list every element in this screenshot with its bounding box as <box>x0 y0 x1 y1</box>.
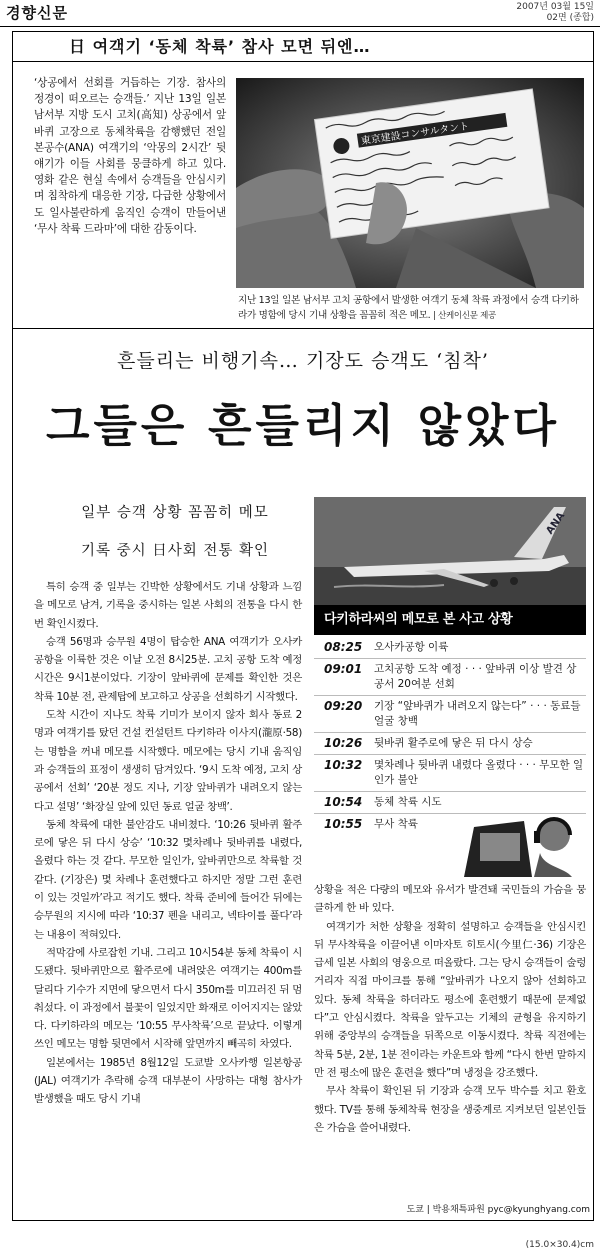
top-rule <box>0 26 600 27</box>
body-column-1 <box>34 578 302 1109</box>
timeline-graphic <box>314 497 586 877</box>
timeline-time: 09:20 <box>324 699 363 713</box>
body-paragraph: 상황을 적은 다량의 메모와 유서가 발견돼 국민들의 가슴을 뭉클하게 한 바 있다. <box>314 884 586 915</box>
deck-line-2: 기록 중시 日사회 전통 확인 <box>80 543 269 559</box>
photo-caption-text: 지난 13일 일본 남서부 고치 공항에서 발생한 여객기 동체 착륙 과정에서 승객 다키하라가 명함에 당시 기내 상황을 꼼꼼히 적은 메모. <box>238 295 579 321</box>
top-title: 日 여객기 ‘동체 착륙’ 참사 모면 뒤엔… <box>13 32 593 62</box>
intro-paragraph: ‘상공에서 선회를 거듭하는 기장. 참사의 정경이 떠오르는 승객들.’ 지난 13일 일본 남서부 지방 도시 고치(高知) 상공에서 앞바퀴 고장으로 동체착륙을 감행했던 전일본공수(ANA) 여객기의 ‘악몽의 2시간’ 뒷얘기가 이들 사회를 뭉클하게 하고 있다. 영화 같은 현실 속에서 승객들을 안심시키며 침착하게 대응한 기장, 다급한 상황에서도 일사불란하게 움직인 승객이 만들어낸 ‘무사 착륙 드라마’에 대한 감동이다. <box>34 77 226 235</box>
article-size: (15.0×30.4)cm <box>525 1240 594 1250</box>
body-paragraph: 동체 착륙에 대한 불안감도 내비쳤다. ‘10:26 뒷바퀴 활주로에 닿은 뒤 다시 상승’ ‘10:32 몇차례나 뒷바퀴를 내렸다, 올렸다 하는 것 같다. 무모한 일인가, 앞바퀴만으로 착륙할 것 같다. (기장은) 몇 차례나 훈련했다고 하지만 정말 그런 훈련이 있는 것일까’라고 적기도 했다. 착륙 준비에 들어간 뒤에는 승무원의 지시에 따라 ‘10:37 펜을 내리고, 넥타이를 풀다’라는 내용이 적혀있다. <box>34 818 302 941</box>
timeline-desc: 기장 “앞바퀴가 내려오지 않는다” · · · 동료들 얼굴 창백 <box>374 700 581 727</box>
timeline-title: 다키하라씨의 메모로 본 사고 상황 <box>314 605 586 635</box>
timeline-item <box>314 755 586 792</box>
deck <box>50 494 300 570</box>
timeline-time: 10:26 <box>324 736 363 750</box>
masthead-paper-name: 경향신문 <box>6 4 68 22</box>
issue-date: 2007년 03월 15일 <box>516 2 594 12</box>
body-paragraph: 도착 시간이 지나도 착륙 기미가 보이지 않자 회사 동료 2명과 여객기를 탔던 건설 컨설턴트 다키하라 이사지(瀧原·58)는 명함을 꺼내 메모를 시작했다. 메모에는 당시 기내 움직임과 승객들의 표정이 생생히 담겨있다. ‘9시 도착 예정, 고치 상공에서 선회’ ‘20분 정도 지나, 기장 앞바퀴가 내려오지 않는다고 설명’ ‘화장실 앞에 있던 동료 얼굴 창백’. <box>34 709 302 813</box>
headline: 그들은 흔들리지 않았다 <box>45 399 561 452</box>
timeline-time: 10:55 <box>324 817 363 831</box>
masthead-date <box>516 2 594 24</box>
timeline-item <box>314 637 586 659</box>
timeline-desc: 뒷바퀴 활주로에 닿은 뒤 다시 상승 <box>374 737 533 749</box>
body-paragraph: 승객 56명과 승무원 4명이 탑승한 ANA 여객기가 오사카 공항을 이륙한 것은 이날 오전 8시25분. 고치 공항 도착 예정 시간은 9시1분이었다. 기장이 앞바퀴에 문제를 확인한 것은 착륙 10분 전, 관제탑에 보고하고 상공을 선회하기 시작했다. <box>34 635 302 703</box>
body-paragraph: 무사 착륙이 확인된 뒤 기장과 승객 모두 박수를 치고 환호했다. TV를 통해 동체착륙 현장을 생중계로 지켜보던 일본인들은 가슴을 쓸어내렸다. <box>314 1085 586 1134</box>
timeline-time: 10:54 <box>324 795 363 809</box>
timeline-item <box>314 733 586 755</box>
timeline-desc: 오사카공항 이륙 <box>374 641 449 653</box>
timeline-item <box>314 659 586 696</box>
byline: 도쿄 | 박용채특파원 pyc@kyunghyang.com <box>406 1205 590 1215</box>
subheadline: 흔들리는 비행기속… 기장도 승객도 ‘침착’ <box>117 350 489 372</box>
timeline-desc: 동체 착륙 시도 <box>374 796 442 808</box>
plane-photo <box>314 497 586 605</box>
section-divider <box>13 328 593 329</box>
timeline-desc: 고치공항 도착 예정 · · · 앞바퀴 이상 발견 상공서 20여분 선회 <box>374 663 577 690</box>
timeline-item <box>314 696 586 733</box>
body-paragraph: 특히 승객 중 일부는 긴박한 상황에서도 기내 상황과 느낌을 메모로 남겨, 기록을 중시하는 일본 사회의 전통을 다시 한번 확인시켰다. <box>34 581 302 630</box>
photo-caption <box>238 293 582 324</box>
timeline-desc: 몇차례나 뒷바퀴 내렸다 올렸다 · · · 무모한 일인가 불안 <box>374 759 584 786</box>
body-column-2 <box>314 881 586 1137</box>
timeline-time: 10:32 <box>324 758 363 772</box>
body-paragraph: 일본에서는 1985년 8월12일 도쿄발 오사카행 일본항공(JAL) 여객기가 추락해 승객 대부분이 사망하는 대형 참사가 발생했을 때도 당시 기내 <box>34 1056 302 1106</box>
page-number: 02면 (종합) <box>546 13 594 23</box>
timeline-desc: 무사 착륙 <box>374 818 418 830</box>
timeline-time: 08:25 <box>324 640 363 654</box>
card-brand: 東京建設コンサルタント <box>360 121 470 148</box>
timeline-time: 09:01 <box>324 662 363 676</box>
body-paragraph: 적막감에 사로잡힌 기내. 그리고 10시54분 동체 착륙이 시도됐다. 뒷바퀴만으로 활주로에 내려앉은 여객기는 400m를 달리다 기수가 지면에 닿으면서 다시 350m를 미끄러진 뒤 멈춰섰다. 이 과정에서 불꽃이 일었지만 화재로 이어지지는 않았다. 다키하라의 메모는 ‘10:55 무사착륙’으로 끝났다. 이렇게 쓰인 메모는 명함 뒷면에서 시작해 앞면까지 빼곡히 차였다. <box>34 946 302 1051</box>
body-paragraph: 여객기가 처한 상황을 정확히 설명하고 승객들을 안심시킨 뒤 무사착륙을 이끌어낸 이마자토 히토시(今里仁·36) 기장은 급세 일본 사회의 영웅으로 떠올랐다. 그는 당시 승객들이 술렁거리자 직접 마이크를 통해 “앞바퀴가 나오지 않아 선회하고 있다. 동체 착륙을 하더라도 평소에 훈련했기 때문에 문제없다”고 안심시켰다. 착륙을 앞두고는 기체의 균형을 유지하기 위해 중앙부의 승객들을 뒤쪽으로 이동시켰다. 착륙 직전에는 착륙 5분, 2분, 1분 전이라는 카운트와 함께 “다시 한번 말하지만 전 평소에 많은 훈련을 했다”며 냉정을 강조했다. <box>314 920 586 1079</box>
plane-tail-label: ANA <box>544 510 568 537</box>
pilot-headset-illustration <box>454 797 584 877</box>
photo-credit: | 산케이신문 제공 <box>433 311 496 321</box>
deck-line-1: 일부 승객 상황 꼼꼼히 메모 <box>81 505 269 521</box>
hand-holding-card-image <box>236 78 584 288</box>
airplane-image <box>314 497 586 605</box>
memo-photo <box>236 78 584 288</box>
